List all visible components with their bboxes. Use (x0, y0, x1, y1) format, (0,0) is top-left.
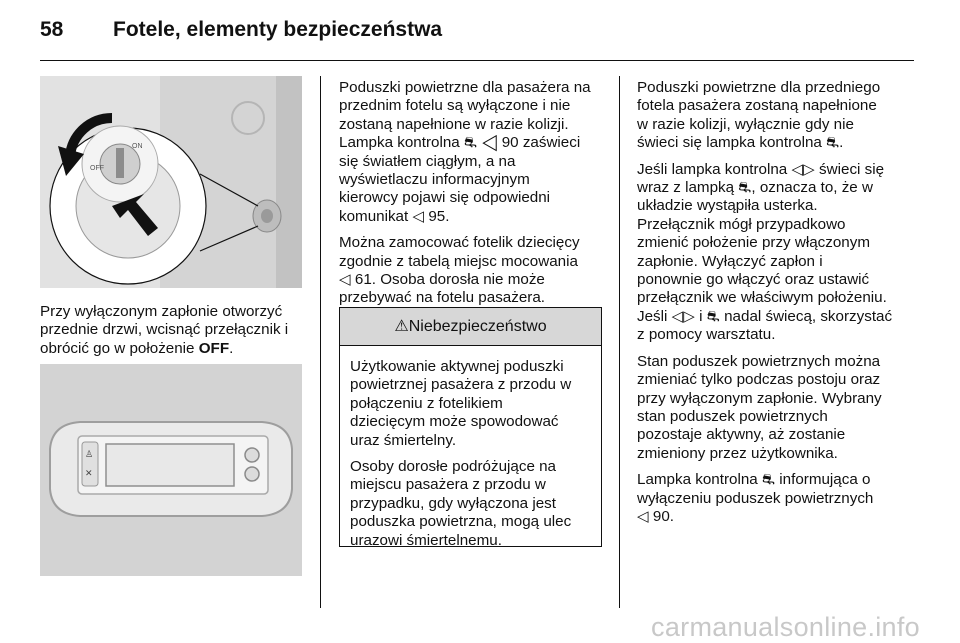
header-rule (40, 60, 914, 61)
text-line: dziecięcym może spowodować (350, 413, 559, 431)
paragraph (339, 79, 609, 226)
text-line: ponownie go włączyć oraz ustawić (637, 271, 870, 289)
text-line: wyświetlaczu informacyjnym (339, 171, 530, 189)
column-3-text (637, 79, 917, 534)
text-line: Osoby dorosłe podróżujące na (350, 458, 557, 476)
text-line: urazowi śmiertelnemu. (350, 531, 502, 549)
indicator-panel-drawing (40, 364, 302, 576)
column-1-text (40, 303, 310, 358)
text-line: Przełącznik mógł przypadkowo (637, 215, 846, 233)
airbag-switch-drawing (40, 76, 302, 288)
text-line: Poduszki powietrzne dla pasażera na (339, 79, 591, 96)
text-line: zostaną napełnione w razie kolizji. (339, 115, 569, 133)
label-off: OFF (90, 165, 104, 172)
text-line: komunikat ◁ 95. (339, 207, 450, 225)
airbag-on-icon: ♙ (85, 450, 94, 460)
paragraph (637, 353, 917, 463)
text-line: Stan poduszek powietrznych można (637, 352, 881, 370)
column-divider-2 (619, 76, 620, 608)
text-line: wraz z lampką ⛐, oznacza to, że w (637, 179, 873, 197)
text-line: ◁ 61. Osoba dorosła nie może (339, 271, 545, 289)
paragraph (637, 161, 917, 345)
off-label: OFF (198, 339, 230, 357)
text-line: przednim fotelu są wyłączone i nie (339, 97, 571, 115)
text-line: przypadku, gdy wyłączona jest (350, 494, 556, 512)
text-line: kierowcy pojawi się odpowiedni (339, 189, 551, 207)
text-line: fotela pasażera zostaną napełnione (637, 97, 877, 115)
text-line: w razie kolizji, wyłącznie gdy nie (637, 115, 854, 133)
page-title: Fotele, elementy bezpieczeństwa (113, 18, 443, 41)
text-line: układzie wystąpiła usterka. (637, 197, 818, 215)
text-line: połączeniu z fotelikiem (350, 394, 503, 412)
text-fragment: . (229, 339, 234, 357)
text-line: zgodnie z tabelą miejsc mocowania (339, 252, 578, 270)
text-fragment: obrócić go w położenie (40, 339, 199, 357)
text-line: stan poduszek powietrznych (637, 407, 828, 425)
paragraph (339, 234, 609, 308)
watermark: carmanualsonline.info (651, 612, 920, 642)
text-line: zmieniony przez użytkownika. (637, 444, 838, 462)
warning-title: Niebezpieczeństwo (408, 318, 547, 335)
text-line: Jeśli ◁▷ i ⛐ nadal świecą, skorzystać (637, 307, 893, 325)
text-line: przełącznik we właściwym położeniu. (637, 289, 887, 307)
column-2-text (339, 79, 609, 316)
text-line: Użytkowanie aktywnej poduszki (350, 358, 564, 375)
paragraph (637, 79, 917, 153)
text-line: zmieniać tylko podczas postoju oraz (637, 371, 881, 389)
text-line: zmienić położenie przy włączonym (637, 234, 870, 252)
paragraph (350, 358, 591, 450)
text-line: Lampka kontrolna ⛐ ◁ 90 zaświeci (339, 134, 581, 152)
text-line: wyłączeniu poduszek powietrznych (637, 489, 874, 507)
column-divider-1 (320, 76, 321, 608)
text-line: ◁ 90. (637, 507, 675, 525)
label-on: ON (132, 143, 143, 150)
paragraph (350, 458, 591, 550)
airbag-indicator-illustration (40, 364, 302, 576)
text-line: zapłonie. Wyłączyć zapłon i (637, 252, 823, 270)
airbag-switch-illustration (40, 76, 302, 288)
paragraph (637, 471, 917, 526)
text-line: Lampka kontrolna ⛐ informująca o (637, 471, 871, 489)
text-line: się światłem ciągłym, a na (339, 152, 516, 170)
text-line: świeci się lampka kontrolna ⛐. (637, 134, 844, 152)
text-line: przy wyłączonym zapłonie. Wybrany (637, 389, 882, 407)
text-line: Jeśli lampka kontrolna ◁▷ świeci się (637, 160, 885, 178)
danger-warning-box (339, 307, 602, 547)
text-line: Można zamocować fotelik dziecięcy (339, 234, 580, 252)
text-line: przednie drzwi, wcisnąć przełącznik i (40, 321, 289, 339)
warning-body (340, 346, 601, 550)
warning-header (340, 308, 601, 346)
text-line: Poduszki powietrzne dla przedniego (637, 79, 881, 96)
text-line: z pomocy warsztatu. (637, 326, 776, 344)
text-line: przebywać na fotelu pasażera. (339, 289, 545, 307)
text-line: Przy wyłączonym zapłonie otworzyć (40, 303, 283, 320)
page-number: 58 (40, 18, 64, 41)
airbag-off-icon: ✕ (85, 469, 93, 479)
warning-triangle-icon: ⚠ (394, 318, 409, 335)
text-line: poduszka powietrzna, mogą ulec (350, 513, 572, 531)
text-line: uraz śmiertelny. (350, 431, 457, 449)
text-line: pozostaje aktywny, aż zostanie (637, 426, 846, 444)
text-line: powietrznej pasażera z przodu w (350, 376, 572, 394)
text-line (40, 340, 310, 358)
text-line: miejscu pasażera z przodu w (350, 476, 546, 494)
